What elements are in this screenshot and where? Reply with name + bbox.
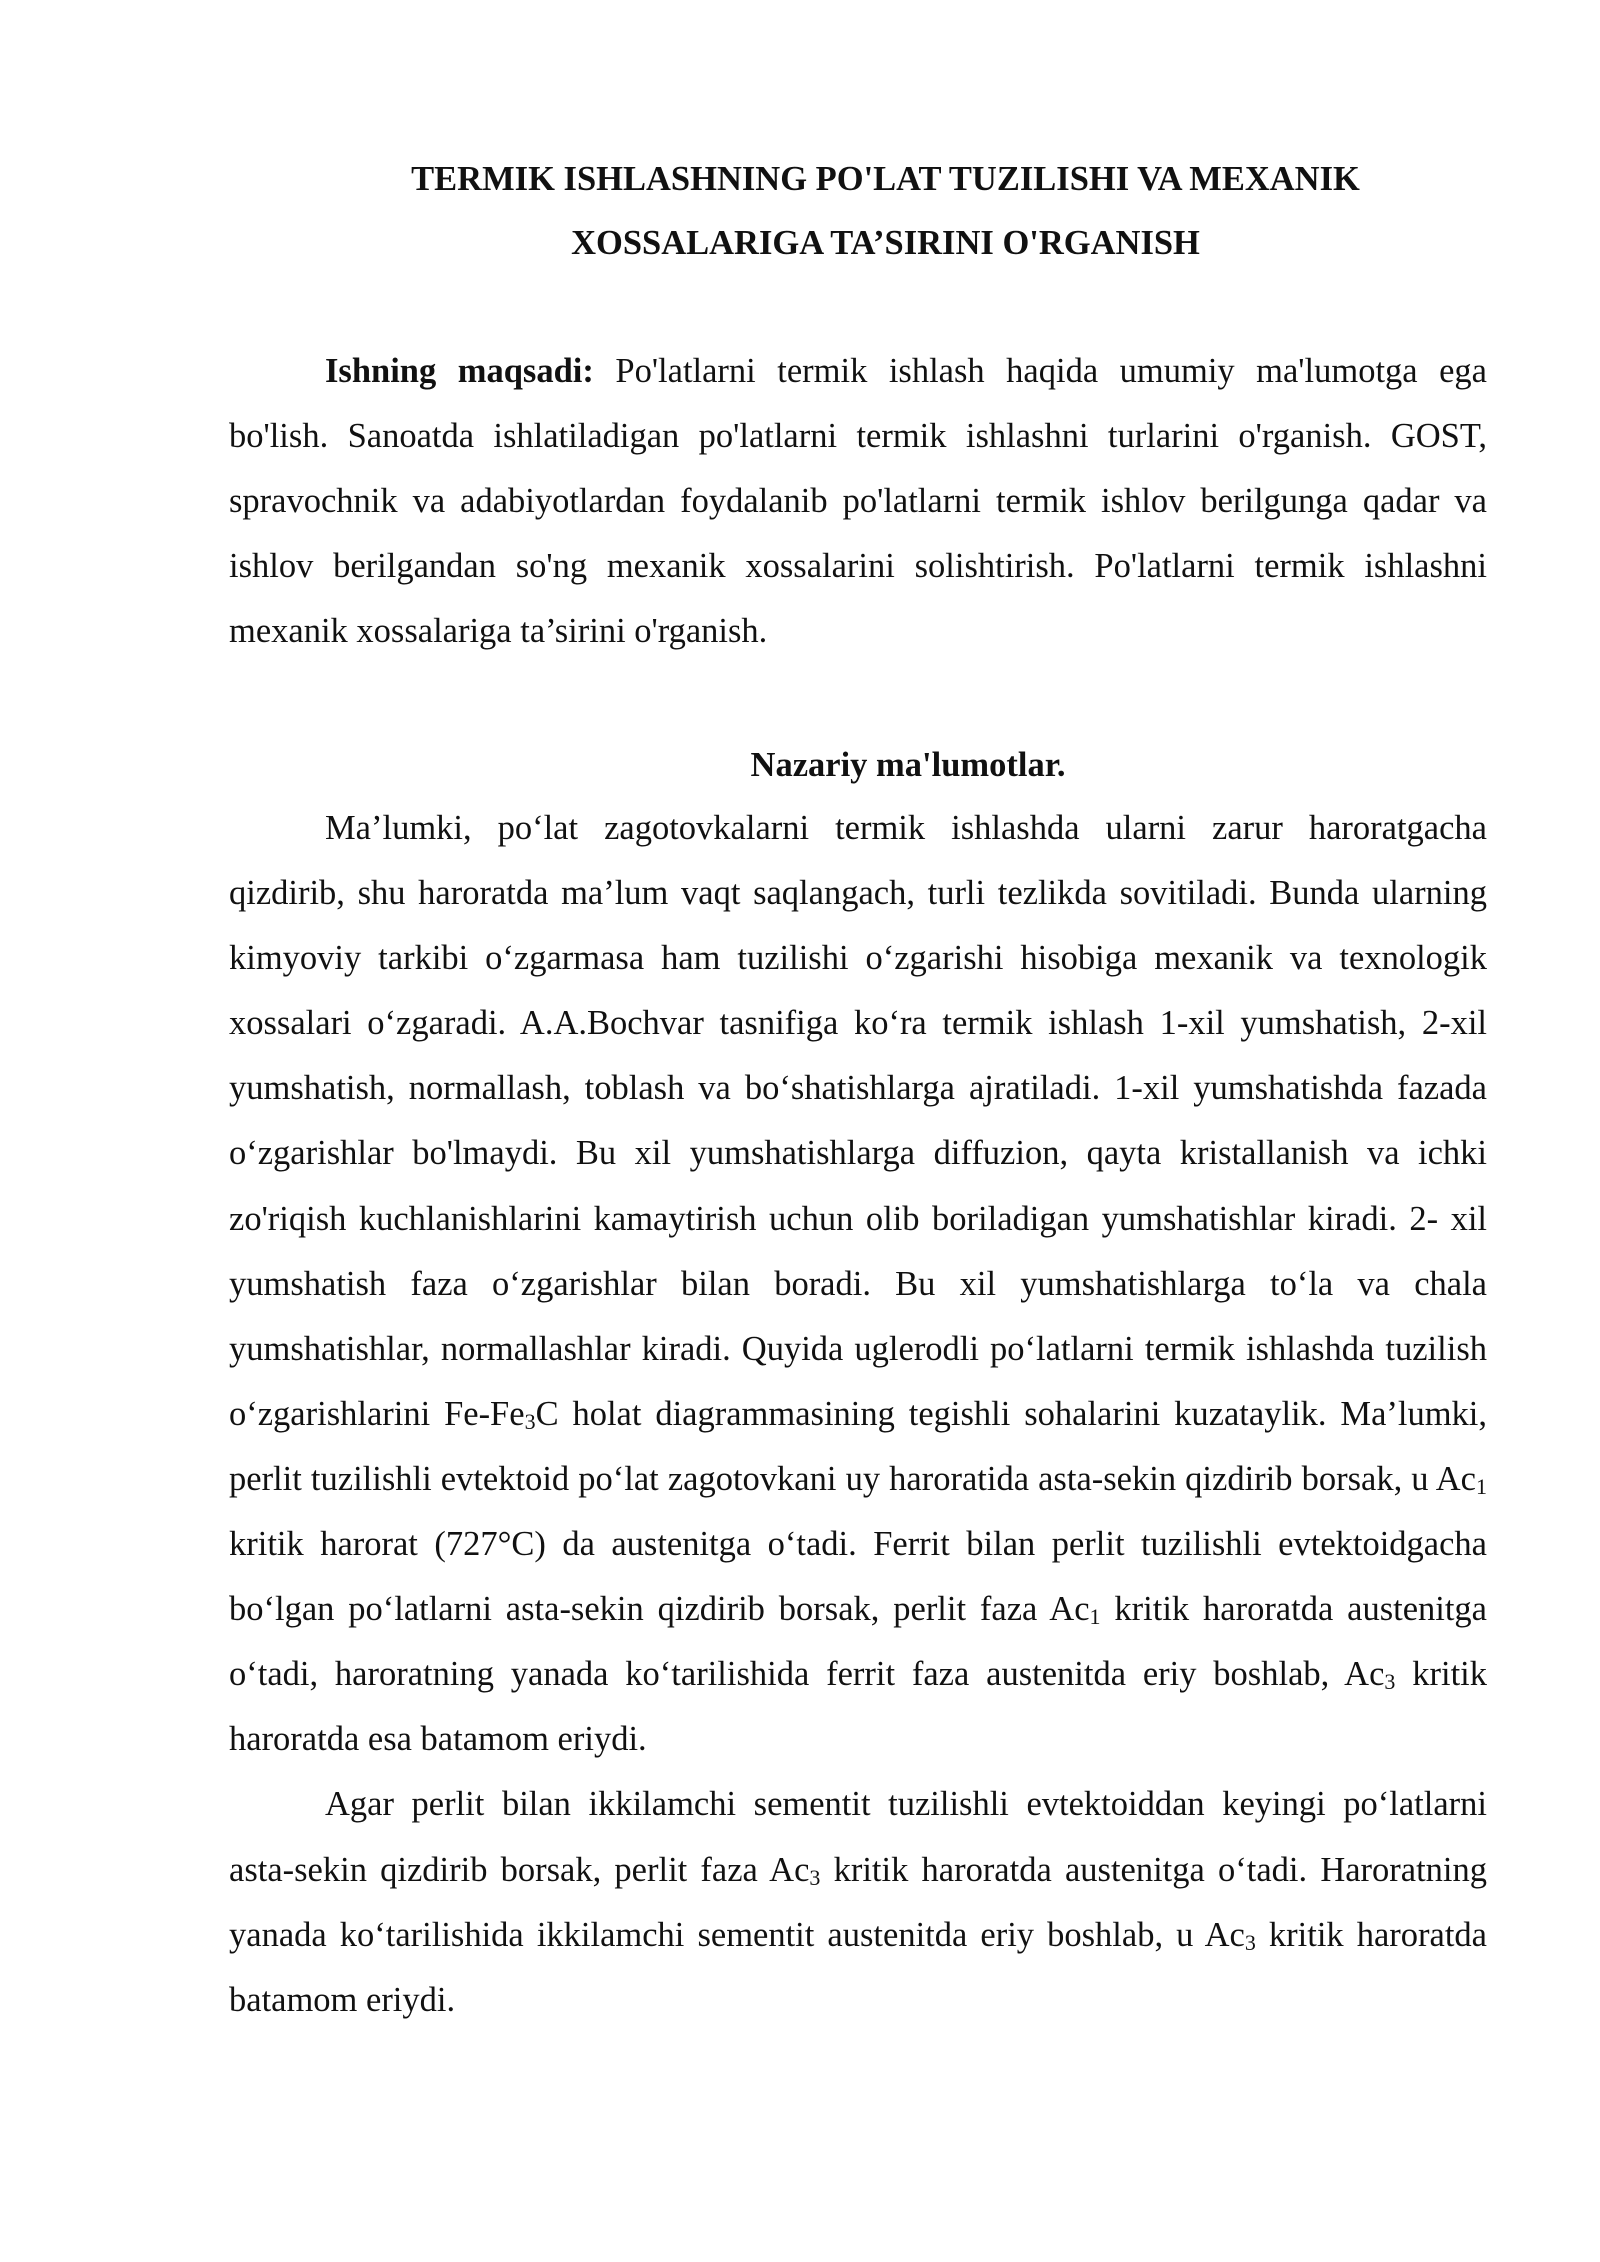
p1-sub-1: 3 bbox=[524, 1408, 536, 1434]
p2-sub-2: 3 bbox=[1244, 1929, 1256, 1955]
theory-section bbox=[229, 796, 1487, 2033]
p1-text-3: kritik harorat (727°C) da austenitga o‘tadi. Ferrit bilan perlit tuzilishli evtektoidgacha bo‘lgan po‘latlarni asta-sekin qizdirib borsak, perlit faza Ac bbox=[229, 1525, 1487, 1629]
theory-paragraph-1 bbox=[229, 796, 1487, 1772]
section-heading: Nazariy ma'lumotlar. bbox=[750, 746, 1066, 784]
p1-text-4: kritik haroratda austenitga o‘tadi, haroratning yanada ko‘tarilishida ferrit faza austenitda eriy boshlab, Ac bbox=[229, 1590, 1487, 1694]
p1-text-2: C holat diagrammasining tegishli sohalarini kuzataylik. Ma’lumki, perlit tuzilishli evtektoid po‘lat zagotovkani uy haroratida asta-sekin qizdirib borsak, u Ac bbox=[229, 1394, 1487, 1498]
p1-text-1: Ma’lumki, po‘lat zagotovkalarni termik ishlashda ularni zarur haroratgacha qizdirib, shu haroratda ma’lum vaqt saqlangach, turli tezlikda sovitiladi. Bunda ularning kimyoviy tarkibi o‘zgarmasa ham tuzilishi o‘zgarishi hisobiga mexanik va texnologik xossalari o‘zgaradi. A.A.Bochvar tasnifiga ko‘ra termik ishlash 1-xil yumshatish, 2-xil yumshatish, normallash, toblash va bo‘shatishlarga ajratiladi. 1-xil yumshatishda fazada o‘zgarishlar bo'lmaydi. Bu xil yumshatishlarga diffuzion, qayta kristallanish va ichki zo'riqish kuchlanishlarini kamaytirish uchun olib boriladigan yumshatishlar kiradi. 2- xil yumshatish faza o‘zgarishlar bilan boradi. Bu xil yumshatishlarga to‘la va chala yumshatishlar, normallashlar kiradi. Quyida uglerodli po‘latlarni termik ishlashda tuzilish o‘zgarishlarini Fe-Fe bbox=[229, 809, 1487, 1433]
p1-sub-2: 1 bbox=[1476, 1473, 1487, 1499]
p1-text-5: kritik haroratda esa batamom eriydi. bbox=[229, 1655, 1487, 1759]
title-line-1: TERMIK ISHLASHNING PO'LAT TUZILISHI VA MEXANIK bbox=[411, 160, 1360, 198]
p1-sub-3: 1 bbox=[1089, 1604, 1101, 1630]
document-title bbox=[229, 147, 1487, 275]
goal-paragraph bbox=[229, 339, 1487, 664]
goal-text: Po'latlarni termik ishlash haqida umumiy ma'lumotga ega bo'lish. Sanoatda ishlatiladigan po'latlarni termik ishlashni turlarini o'rganish. GOST, spravochnik va adabiyotlardan foydalanib po'latlarni termik ishlov berilgunga qadar va ishlov berilgandan so'ng mexanik xossalarini solishtirish. Po'latlarni termik ishlashni mexanik xossalariga ta’sirini o'rganish. bbox=[229, 352, 1487, 651]
p2-text-3: kritik haroratda batamom eriydi. bbox=[229, 1915, 1487, 2019]
goal-section bbox=[229, 339, 1487, 664]
p1-sub-4: 3 bbox=[1384, 1669, 1396, 1695]
p2-text-2: kritik haroratda austenitga o‘tadi. Haroratning yanada ko‘tarilishida ikkilamchi sementit austenitda eriy boshlab, u Ac bbox=[229, 1850, 1488, 1954]
p2-sub-1: 3 bbox=[809, 1864, 821, 1890]
p2-text-1: Agar perlit bilan ikkilamchi sementit tuzilishli evtektoiddan keyingi po‘latlarni asta-sekin qizdirib borsak, perlit faza Ac bbox=[229, 1785, 1487, 1889]
goal-label: Ishning maqsadi: bbox=[325, 352, 594, 390]
title-line-2: XOSSALARIGA TA’SIRINI O'RGANISH bbox=[571, 224, 1200, 262]
theory-paragraph-2 bbox=[229, 1772, 1487, 2032]
